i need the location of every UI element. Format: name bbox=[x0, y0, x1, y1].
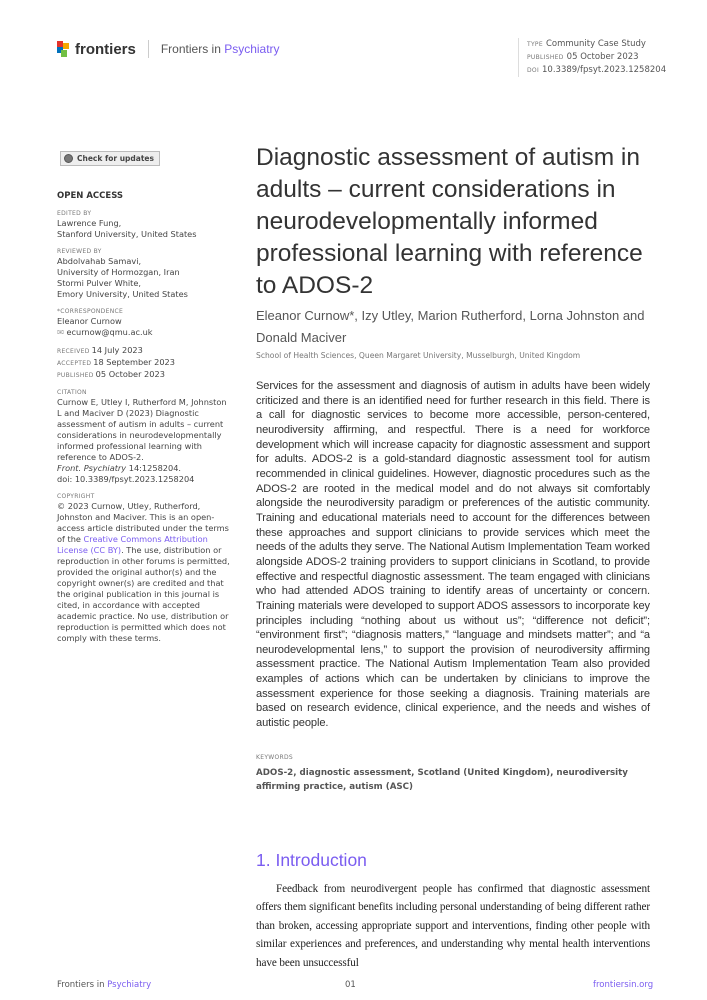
reviewer: Abdolvahab Samavi, bbox=[57, 256, 142, 266]
reviewed-by-label: REVIEWED BY bbox=[57, 248, 102, 255]
brand-name: frontiers bbox=[75, 40, 136, 58]
main-column bbox=[256, 142, 650, 972]
open-access: OPEN ACCESS bbox=[57, 191, 124, 201]
doi-label: DOI bbox=[527, 67, 540, 74]
correspondence-label: *CORRESPONDENCE bbox=[57, 308, 124, 315]
copyright-pre: © 2023 Curnow, Utley, Rutherford, Johnston and Maciver. This is an open-access article distributed under the terms of the bbox=[57, 501, 229, 544]
correspondence-email[interactable]: ecurnow@qmu.ac.uk bbox=[66, 327, 153, 337]
journal-field: Psychiatry bbox=[224, 42, 280, 56]
received-label: RECEIVED bbox=[57, 348, 90, 355]
footer-journal bbox=[57, 980, 151, 990]
article-type: Community Case Study bbox=[545, 39, 646, 49]
license-link[interactable]: Creative Commons Attribution License (CC BY) bbox=[57, 534, 208, 555]
citation-doi: doi: 10.3389/fpsyt.2023.1258204 bbox=[57, 474, 195, 484]
published-label: PUBLISHED bbox=[527, 54, 564, 61]
page-number: 01 bbox=[345, 980, 356, 990]
reviewer-affiliation: Emory University, United States bbox=[57, 289, 188, 299]
correspondence-name: Eleanor Curnow bbox=[57, 316, 122, 326]
footer-journal-field: Psychiatry bbox=[107, 980, 152, 990]
published-date: 05 October 2023 bbox=[95, 369, 165, 379]
citation-journal: Front. Psychiatry bbox=[57, 463, 127, 473]
sidebar bbox=[57, 151, 232, 644]
citation-label: CITATION bbox=[57, 389, 87, 396]
abstract: Services for the assessment and diagnosis of autism in adults have been widely criticized and there is an identified need for further research in this field. There is a call for diagnostic services to become more accessible, person-centered, neurodiversity affirming, and respectful. There is a need for workforce development which will increase capacity for diagnostic assessment and support for adults. ADOS-2 is a gold-standard diagnostic assessment tool for autism recommended in clinical guidelines. However, diagnostic procedures such as the ADOS-2 are rooted in the medical model and do not always sit comfortably alongside the neurodiversity paradigm or preferences of the autistic community. Training and educational materials need to account for the differences between these approaches and support clinicians to provide services which meet the needs of the adults they serve. The National Autism Implementation Team worked alongside ADOS-2 training providers to support clinicians in Scotland, to provide effective and respectful diagnostic assessment. The team engaged with clinicians who had attended ADOS training to identify areas of uncertainty or concern. Training materials were developed to support ADOS assessors to incorporate key principles including “nothing about us without us”; “difference not deficit”; “environment first”; “diagnosis matters,” “language and mindsets matter”; and “a neurodevelopmental lens,” to support the provision of neurodiversity affirming assessment practice. The National Autism Implementation Team also provided examples of actions which can be undertaken by clinicians to improve the assessment experience for those seeking a diagnosis. Training materials are based on research evidence, clinical experience, and the needs and wishes of autistic people. bbox=[256, 380, 650, 730]
edited-by-label: EDITED BY bbox=[57, 210, 92, 217]
update-icon bbox=[64, 154, 73, 163]
citation-text: Curnow E, Utley I, Rutherford M, Johnston L and Maciver D (2023) Diagnostic assessment of autism in adults – current considerations in neurodevelopmentally informed professional learning with reference to ADOS-2. bbox=[57, 397, 227, 462]
keywords-label: KEYWORDS bbox=[256, 753, 294, 761]
journal-prefix: Frontiers in bbox=[160, 42, 225, 56]
email-icon: ✉ bbox=[57, 327, 67, 337]
received-date: 14 July 2023 bbox=[91, 345, 143, 355]
article-title: Diagnostic assessment of autism in adults – current considerations in neurodevelopmentally informed professional learning with reference to ADOS-2 bbox=[256, 144, 643, 299]
check-updates-label: Check for updates bbox=[77, 154, 154, 163]
article-meta bbox=[518, 38, 666, 77]
affiliation: School of Health Sciences, Queen Margaret University, Musselburgh, United Kingdom bbox=[256, 351, 581, 360]
journal-name bbox=[161, 42, 280, 56]
accepted-date: 18 September 2023 bbox=[93, 357, 175, 367]
copyright-text bbox=[57, 501, 232, 644]
keywords: ADOS-2, diagnostic assessment, Scotland (United Kingdom), neurodiversity affirming practice, autism (ASC) bbox=[256, 767, 628, 792]
section-heading-introduction: 1. Introduction bbox=[256, 849, 367, 870]
type-label: TYPE bbox=[527, 41, 543, 48]
editor: Lawrence Fung, bbox=[57, 218, 122, 228]
accepted-label: ACCEPTED bbox=[57, 360, 92, 367]
editor-affiliation: Stanford University, United States bbox=[57, 229, 197, 239]
copyright-post: . The use, distribution or reproduction in other forums is permitted, provided the original author(s) and the copyright owner(s) are credited and that the original publication in this journal is cited, in accordance with accepted academic practice. No use, distribution or reproduction is permitted which does not comply with these terms. bbox=[57, 545, 230, 643]
check-for-updates-button[interactable] bbox=[60, 151, 160, 166]
citation-volume: 14:1258204. bbox=[126, 463, 182, 473]
frontiers-logo-icon bbox=[57, 41, 69, 57]
published-label: PUBLISHED bbox=[57, 372, 94, 379]
introduction-paragraph: Feedback from neurodivergent people has confirmed that diagnostic assessment offers them significant benefits including personal understanding of being different rather than broken, accessing appropriate support and interventions, finding other people with similar experiences and preferences, and understanding why mental health interventions have been unsuccessful bbox=[256, 882, 650, 969]
copyright-label: COPYRIGHT bbox=[57, 493, 95, 500]
published-date: 05 October 2023 bbox=[566, 52, 639, 62]
divider bbox=[148, 40, 149, 58]
reviewer: Stormi Pulver White, bbox=[57, 278, 142, 288]
doi[interactable]: 10.3389/fpsyt.2023.1258204 bbox=[542, 65, 667, 75]
authors: Eleanor Curnow*, Izy Utley, Marion Rutherford, Lorna Johnston and Donald Maciver bbox=[256, 308, 645, 345]
reviewer-affiliation: University of Hormozgan, Iran bbox=[57, 267, 180, 277]
footer-journal-prefix: Frontiers in bbox=[57, 980, 108, 990]
frontiers-logo[interactable] bbox=[57, 40, 280, 58]
site-link[interactable]: frontiersin.org bbox=[593, 980, 654, 990]
